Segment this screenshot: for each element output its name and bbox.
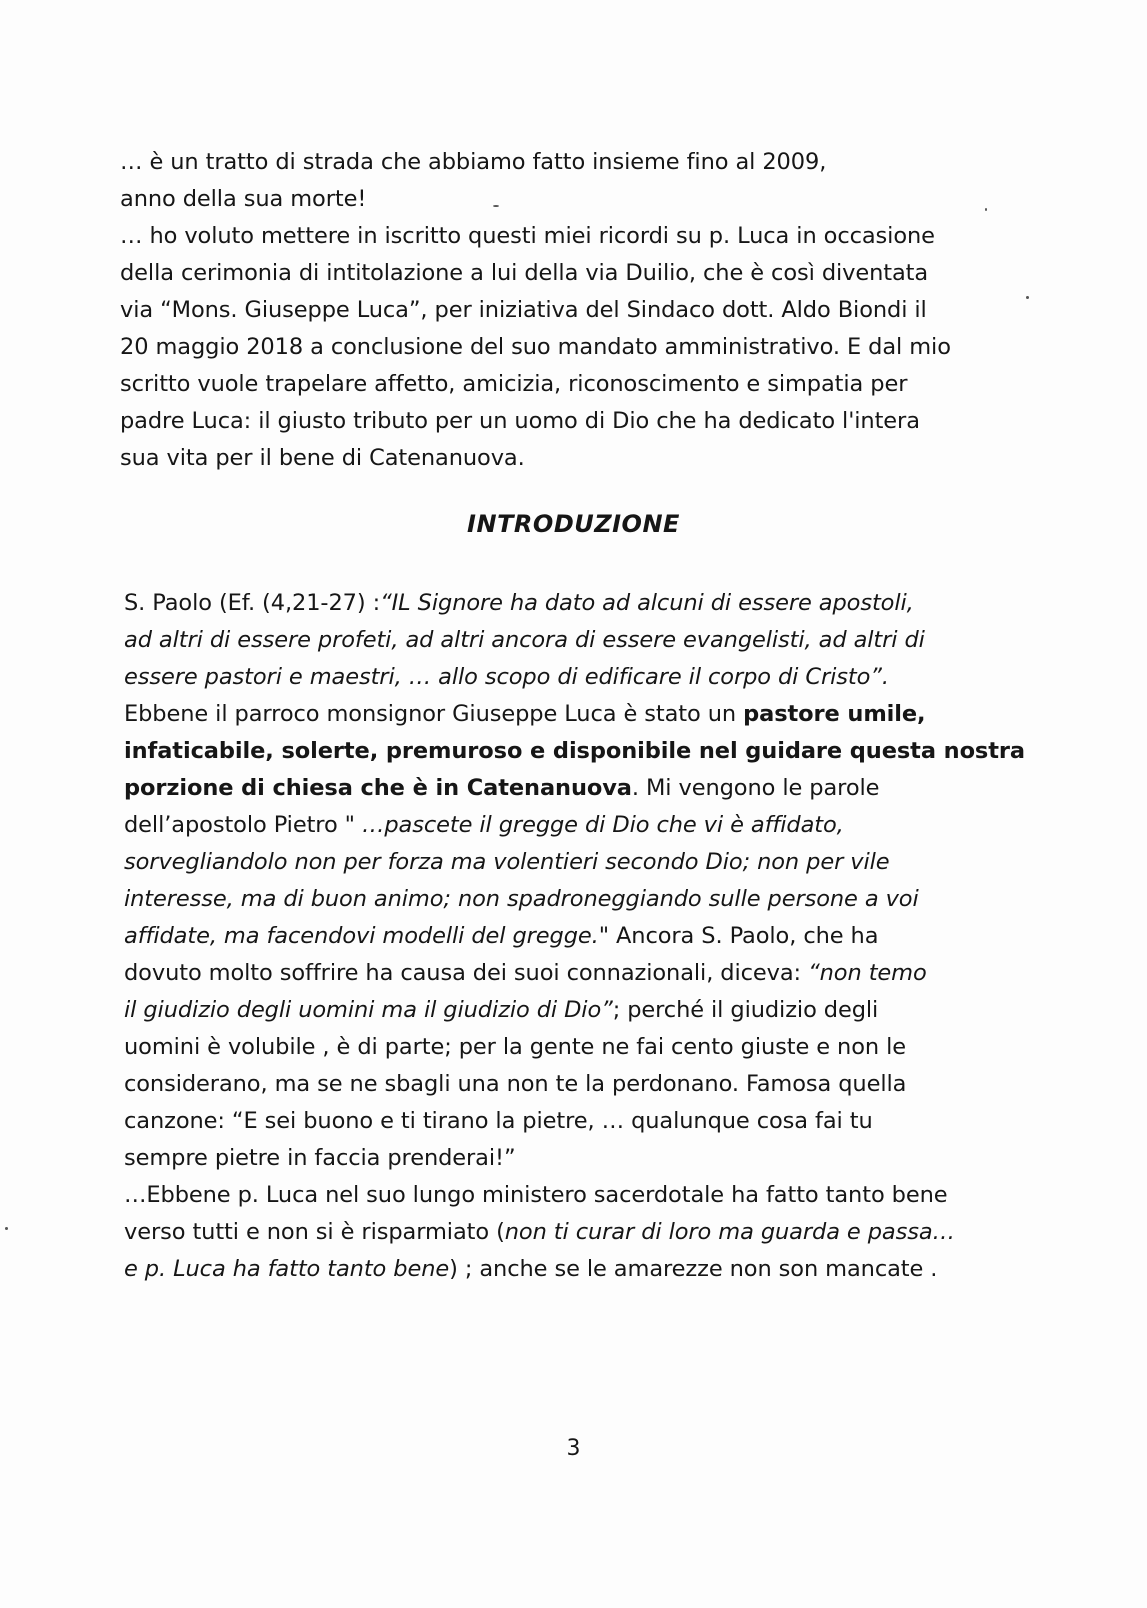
quote-run: affidate, ma facendovi modelli del gregge.	[124, 923, 599, 949]
text-run: verso tutti e non si è risparmiato (	[124, 1219, 505, 1245]
emphasis-run: pastore umile,	[743, 701, 926, 727]
text-run: . Mi vengono le parole	[631, 775, 880, 801]
scan-speck	[1026, 296, 1029, 299]
scan-speck	[5, 1227, 8, 1230]
text-run: dell’apostolo Pietro "	[124, 812, 362, 838]
text-line	[124, 770, 1024, 807]
text-run: dovuto molto soffrire ha causa dei suoi connazionali, diceva:	[124, 960, 809, 986]
text-line	[124, 992, 1024, 1029]
text-run: ; perché il giudizio degli	[612, 997, 879, 1023]
section-heading: INTRODUZIONE	[467, 510, 680, 538]
text-line	[124, 955, 1024, 992]
text-line: … è un tratto di strada che abbiamo fatto insieme fino al 2009,	[120, 149, 827, 175]
text-run: " Ancora S. Paolo, che ha	[598, 923, 879, 949]
text-line	[124, 585, 1024, 622]
text-line: 20 maggio 2018 a conclusione del suo mandato amministrativo. E dal mio	[120, 334, 951, 360]
quote-run: il giudizio degli uomini ma il giudizio di Dio”	[124, 997, 613, 1023]
quote-run: “non temo	[808, 960, 927, 986]
text-line	[124, 1251, 1024, 1288]
text-line: padre Luca: il giusto tributo per un uomo di Dio che ha dedicato l'intera	[120, 408, 920, 434]
text-line: scritto vuole trapelare affetto, amicizia, riconoscimento e simpatia per	[120, 371, 908, 397]
text-line	[124, 918, 1024, 955]
text-line	[124, 807, 1024, 844]
text-line: sempre pietre in faccia prenderai!”	[124, 1145, 516, 1171]
quote-line: sorvegliandolo non per forza ma volentieri secondo Dio; non per vile	[124, 849, 890, 875]
quote-run: non ti curar di loro ma guarda e passa…	[504, 1219, 955, 1245]
quote-run: e p. Luca ha fatto tanto bene	[124, 1256, 450, 1282]
introduction-paragraph	[124, 585, 1024, 1288]
opening-paragraph	[120, 144, 1020, 477]
text-line: canzone: “E sei buono e ti tirano la pietre, … qualunque cosa fai tu	[124, 1108, 873, 1134]
text-run: S. Paolo (Ef. (4,21-27) :	[124, 590, 381, 616]
text-line: sua vita per il bene di Catenanuova.	[120, 445, 525, 471]
text-line: via “Mons. Giuseppe Luca”, per iniziativa del Sindaco dott. Aldo Biondi il	[120, 297, 927, 323]
page-number: 3	[566, 1436, 581, 1461]
text-line	[124, 1214, 1024, 1251]
text-line: …Ebbene p. Luca nel suo lungo ministero sacerdotale ha fatto tanto bene	[124, 1182, 948, 1208]
text-line: … ho voluto mettere in iscritto questi miei ricordi su p. Luca in occasione	[120, 223, 935, 249]
text-line: anno della sua morte!	[120, 186, 367, 212]
text-line: della cerimonia di intitolazione a lui della via Duilio, che è così diventata	[120, 260, 929, 286]
text-line	[124, 696, 1024, 733]
quote-run: …pascete il gregge di Dio che vi è affidato,	[361, 812, 844, 838]
emphasis-run: porzione di chiesa che è in Catenanuova	[124, 775, 632, 801]
quote-line: interesse, ma di buon animo; non spadroneggiando sulle persone a voi	[124, 886, 919, 912]
quote-line: essere pastori e maestri, … allo scopo di edificare il corpo di Cristo”.	[124, 664, 889, 690]
quote-run: “IL Signore ha dato ad alcuni di essere apostoli,	[380, 590, 914, 616]
quote-line: ad altri di essere profeti, ad altri ancora di essere evangelisti, ad altri di	[124, 627, 925, 653]
text-run: ) ; anche se le amarezze non son mancate .	[449, 1256, 938, 1282]
text-line: uomini è volubile , è di parte; per la gente ne fai cento giuste e non le	[124, 1034, 906, 1060]
text-line: considerano, ma se ne sbagli una non te la perdonano. Famosa quella	[124, 1071, 907, 1097]
emphasis-line: infaticabile, solerte, premuroso e disponibile nel guidare questa nostra	[124, 738, 1025, 764]
text-run: Ebbene il parroco monsignor Giuseppe Luca è stato un	[124, 701, 744, 727]
